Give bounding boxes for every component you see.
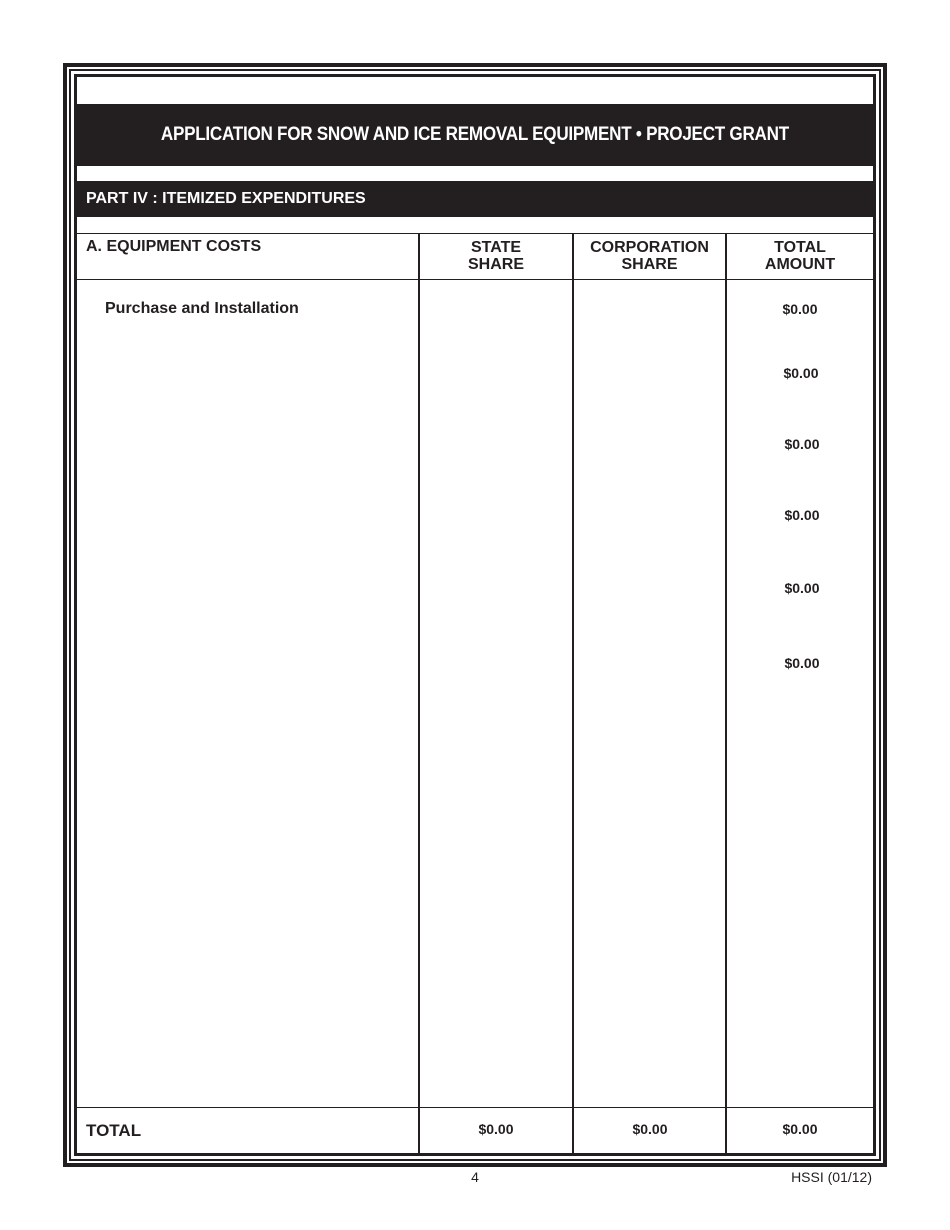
header-total-line1: TOTAL xyxy=(774,239,826,256)
column-divider-state xyxy=(418,233,420,1153)
header-total-line2: AMOUNT xyxy=(764,256,836,273)
column-divider-corporation xyxy=(572,233,574,1153)
form-title-band xyxy=(77,104,873,166)
section-label: A. EQUIPMENT COSTS xyxy=(86,238,262,255)
part-title: PART IV : ITEMIZED EXPENDITURES xyxy=(86,190,366,207)
page-number: 4 xyxy=(471,1169,479,1185)
total-amount-field-2[interactable]: $0.00 xyxy=(783,365,819,381)
total-top-rule xyxy=(77,1107,873,1108)
total-amount-field-3[interactable]: $0.00 xyxy=(784,436,820,452)
header-corporation-share xyxy=(574,239,725,273)
column-divider-total xyxy=(725,233,727,1153)
total-state-share[interactable]: $0.00 xyxy=(478,1121,514,1137)
header-bottom-rule xyxy=(77,279,873,280)
total-amount-field-4[interactable]: $0.00 xyxy=(784,507,820,523)
header-state-line1: STATE xyxy=(470,239,522,256)
total-amount-field-1[interactable]: $0.00 xyxy=(782,301,818,317)
header-state-line2: SHARE xyxy=(467,256,524,273)
form-code: HSSI (01/12) xyxy=(791,1169,872,1185)
header-corporation-line2: SHARE xyxy=(621,256,678,273)
total-corporation-share[interactable]: $0.00 xyxy=(632,1121,668,1137)
header-total-amount xyxy=(727,239,873,273)
table-top-rule xyxy=(77,233,873,234)
header-corporation-line1: CORPORATION xyxy=(590,239,709,256)
row-label-purchase: Purchase and Installation xyxy=(105,300,299,317)
total-row-label: TOTAL xyxy=(86,1121,142,1140)
part-title-band xyxy=(77,181,873,217)
header-state-share xyxy=(420,239,572,273)
total-amount-field-5[interactable]: $0.00 xyxy=(784,580,820,596)
total-amount-sum[interactable]: $0.00 xyxy=(782,1121,818,1137)
form-title: APPLICATION FOR SNOW AND ICE REMOVAL EQUIPMENT • PROJECT GRANT xyxy=(160,124,789,145)
inner-border xyxy=(74,74,876,1156)
total-amount-field-6[interactable]: $0.00 xyxy=(784,655,820,671)
